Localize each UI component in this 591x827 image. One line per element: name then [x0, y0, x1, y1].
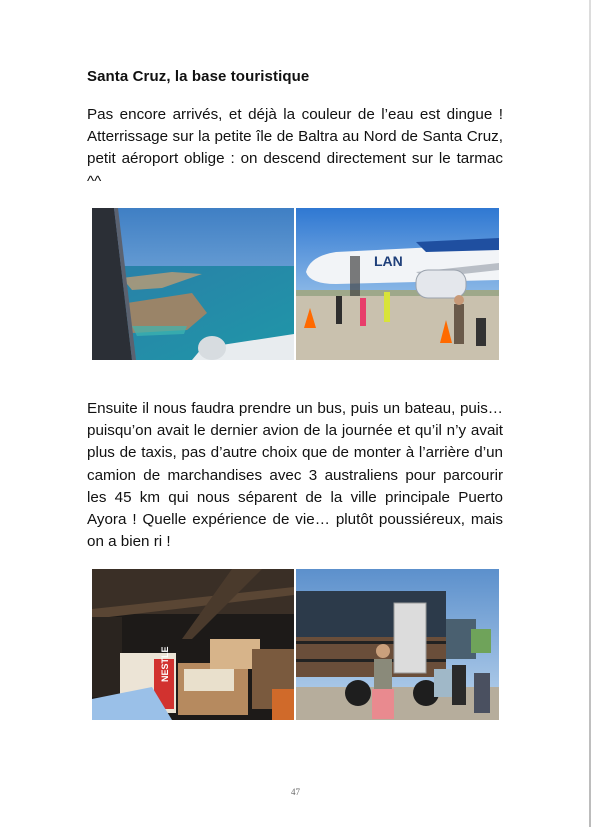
page-number: 47 — [291, 787, 300, 797]
photo-airplane-tarmac — [296, 208, 499, 360]
photo-aerial-view — [92, 208, 294, 360]
photo-truck-cargo — [92, 569, 294, 720]
box-label-text: NESTLE — [160, 646, 170, 682]
paragraph-journey: Ensuite il nous faudra prendre un bus, puis un bateau, puis… puisqu’on avait le dernier avion de la journée et qu’il n’y avait plus de taxis, pas d’autre choix que de monter à l’arrière d’un camion de marchandises avec 3 australiens pour parcourir les 45 km qui nous séparent de la ville principale Puerto Ayora ! Quelle expérience de vie… plutôt poussiéreux, mais on a bien ri ! — [87, 400, 503, 551]
paragraph-arrival: Pas encore arrivés, et déjà la couleur de l’eau est dingue ! Atterrissage sur la petite île de Baltra au Nord de Santa Cruz, petit aéroport oblige : on descend directement sur le tarmac ^^ — [87, 106, 503, 190]
section-heading: Santa Cruz, la base touristique — [87, 68, 310, 85]
airplane-livery-text: LAN — [374, 253, 403, 269]
photo-truck-people — [296, 569, 499, 720]
